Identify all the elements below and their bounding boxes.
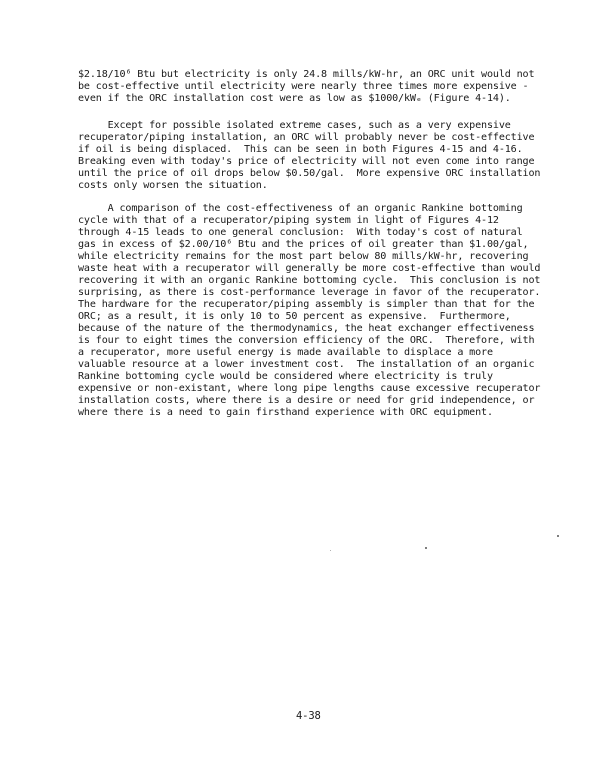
text-line: be cost-effective until electricity were nearly three times more expensive - — [78, 81, 529, 92]
text-line: The hardware for the recuperator/piping assembly is simpler than that for the — [78, 299, 535, 310]
text-line: $2.18/10⁶ Btu but electricity is only 24.8 mills/kW-hr, an ORC unit would not — [78, 69, 535, 80]
page-number: 4-38 — [296, 710, 321, 722]
text-line: Rankine bottoming cycle would be considered where electricity is truly — [78, 371, 493, 382]
scan-speck — [330, 550, 331, 551]
paragraph-orc-cost-effectiveness — [78, 69, 548, 105]
text-line: cycle with that of a recuperator/piping system in light of Figures 4-12 — [78, 215, 499, 226]
text-line: while electricity remains for the most part below 80 mills/kW-hr, recovering — [78, 251, 529, 262]
text-line: expensive or non-existant, where long pipe lengths cause excessive recuperator — [78, 383, 541, 394]
text-line: A comparison of the cost-effectiveness of an organic Rankine bottoming — [78, 203, 523, 214]
text-line: installation costs, where there is a desire or need for grid independence, or — [78, 395, 535, 406]
paragraph-oil-displacement — [78, 120, 548, 192]
text-line: is four to eight times the conversion efficiency of the ORC. Therefore, with — [78, 335, 535, 346]
scan-speck — [425, 547, 427, 549]
text-line: gas in excess of $2.00/10⁶ Btu and the prices of oil greater than $1.00/gal, — [78, 239, 529, 250]
text-line: Except for possible isolated extreme cases, such as a very expensive — [78, 120, 511, 131]
paragraph-comparison-conclusion — [78, 203, 548, 419]
text-line: recovering it with an organic Rankine bottoming cycle. This conclusion is not — [78, 275, 541, 286]
text-line: ORC; as a result, it is only 10 to 50 percent as expensive. Furthermore, — [78, 311, 511, 322]
text-line: costs only worsen the situation. — [78, 180, 268, 191]
text-line: through 4-15 leads to one general conclusion: With today's cost of natural — [78, 227, 523, 238]
text-line: where there is a need to gain firsthand experience with ORC equipment. — [78, 407, 493, 418]
text-line: if oil is being displaced. This can be seen in both Figures 4-15 and 4-16. — [78, 144, 523, 155]
text-line: waste heat with a recuperator will generally be more cost-effective than would — [78, 263, 541, 274]
text-line: even if the ORC installation cost were as low as $1000/kWₑ (Figure 4-14). — [78, 93, 511, 104]
text-line: Breaking even with today's price of electricity will not even come into range — [78, 156, 535, 167]
scan-speck — [557, 535, 559, 537]
text-line: recuperator/piping installation, an ORC will probably never be cost-effective — [78, 132, 535, 143]
text-line: because of the nature of the thermodynamics, the heat exchanger effectiveness — [78, 323, 535, 334]
text-line: until the price of oil drops below $0.50/gal. More expensive ORC installation — [78, 168, 541, 179]
text-line: valuable resource at a lower investment cost. The installation of an organic — [78, 359, 535, 370]
text-line: surprising, as there is cost-performance leverage in favor of the recuperator. — [78, 287, 541, 298]
text-line: a recuperator, more useful energy is made available to displace a more — [78, 347, 493, 358]
